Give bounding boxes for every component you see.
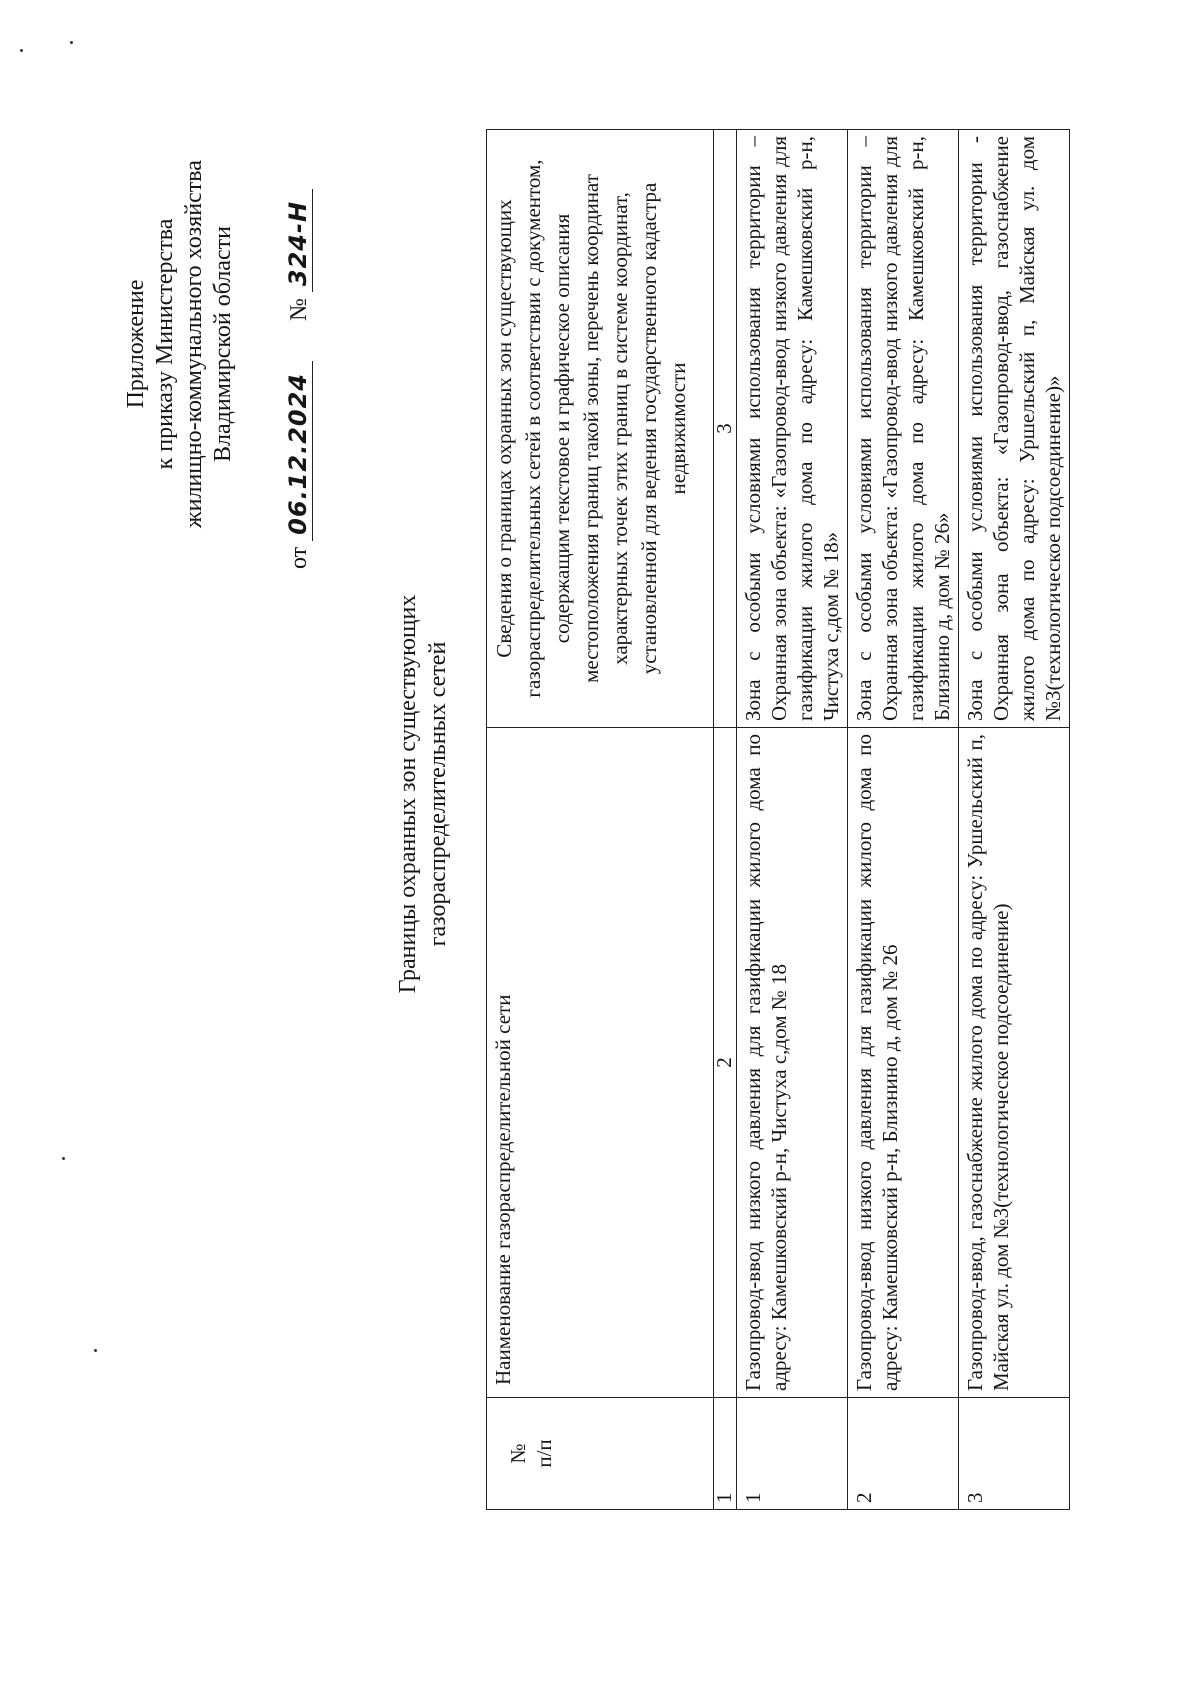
appendix-line: Владимирской области <box>210 226 236 462</box>
row-number: 2 <box>848 1398 959 1510</box>
order-number: 324-Н <box>284 189 313 292</box>
header-number <box>487 1398 714 1510</box>
row-zone-description: Зона с особыми условиями использования территории – Охранная зона объекта: «Газопровод-ввод низкого давления для газификации жилого дома по адресу: Камешковский р-н, Близнино д, дом № 26» <box>848 130 959 728</box>
order-number-label: № <box>286 298 312 321</box>
header-zone-line: Сведения о границах охранных зон существующих <box>492 199 516 658</box>
header-zone-line: газораспределительных сетей в соответствии с документом, <box>521 159 545 698</box>
header-number-line: п/п <box>532 1439 556 1468</box>
table-row <box>959 130 1070 1510</box>
order-prefix: от <box>286 546 312 569</box>
header-zone-info <box>487 130 714 728</box>
column-number-row <box>714 130 737 1510</box>
table-row <box>737 130 848 1510</box>
appendix-line: к приказу Министерства <box>152 218 178 470</box>
scan-speck <box>70 41 73 44</box>
order-date: 06.12.2024 <box>284 361 313 541</box>
row-number: 3 <box>959 1398 1070 1510</box>
header-zone-line: местоположения границ такой зоны, перечень координат <box>579 174 603 683</box>
row-network-name: Газопровод-ввод, газоснабжение жилого дома по адресу: Уршельский п, Майская ул. дом №3(технологическое подсоединение) <box>959 728 1070 1398</box>
header-zone-line: недвижимости <box>666 362 690 495</box>
scan-speck <box>62 1157 65 1160</box>
row-zone-description: Зона с особыми условиями использования территории - Охранная зона объекта: «Газопровод-ввод, газоснабжение жилого дома по адресу: Уршельский п, Майская ул. дом №3(технологическое подсоединение)» <box>959 130 1070 728</box>
row-network-name: Газопровод-ввод низкого давления для газификации жилого дома по адресу: Камешковский р-н, Чистуха с,дом № 18 <box>737 728 848 1398</box>
row-zone-description: Зона с особыми условиями использования территории – Охранная зона объекта: «Газопровод-ввод низкого давления для газификации жилого дома по адресу: Камешковский р-н, Чистуха с,дом № 18» <box>737 130 848 728</box>
appendix-line: жилищно-коммунального хозяйства <box>181 160 207 528</box>
title-line: газораспределительных сетей <box>425 641 451 947</box>
row-number: 1 <box>737 1398 848 1510</box>
header-zone-line: содержащим текстовое и графическое описания <box>550 213 574 644</box>
scan-speck <box>20 49 23 52</box>
column-number: 2 <box>714 728 737 1398</box>
document-title <box>393 414 453 1174</box>
column-number: 3 <box>714 130 737 728</box>
column-number: 1 <box>714 1398 737 1510</box>
appendix-block <box>122 0 238 704</box>
title-line: Границы охранных зон существующих <box>395 594 421 994</box>
scan-speck <box>94 1349 97 1352</box>
table-row <box>848 130 959 1510</box>
row-network-name: Газопровод-ввод низкого давления для газификации жилого дома по адресу: Камешковский р-н, Близнино д, дом № 26 <box>848 728 959 1398</box>
order-reference <box>284 189 313 569</box>
header-zone-line: установленной для ведения государственного кадастра <box>637 182 661 675</box>
header-zone-line: характерных точек этих границ в системе координат, <box>608 192 632 665</box>
boundaries-table <box>486 129 1070 1510</box>
table-header-row <box>487 130 714 1510</box>
header-name: Наименование газораспределительной сети <box>487 728 714 1398</box>
appendix-line: Приложение <box>123 279 149 409</box>
header-number-line: № <box>506 1443 530 1464</box>
